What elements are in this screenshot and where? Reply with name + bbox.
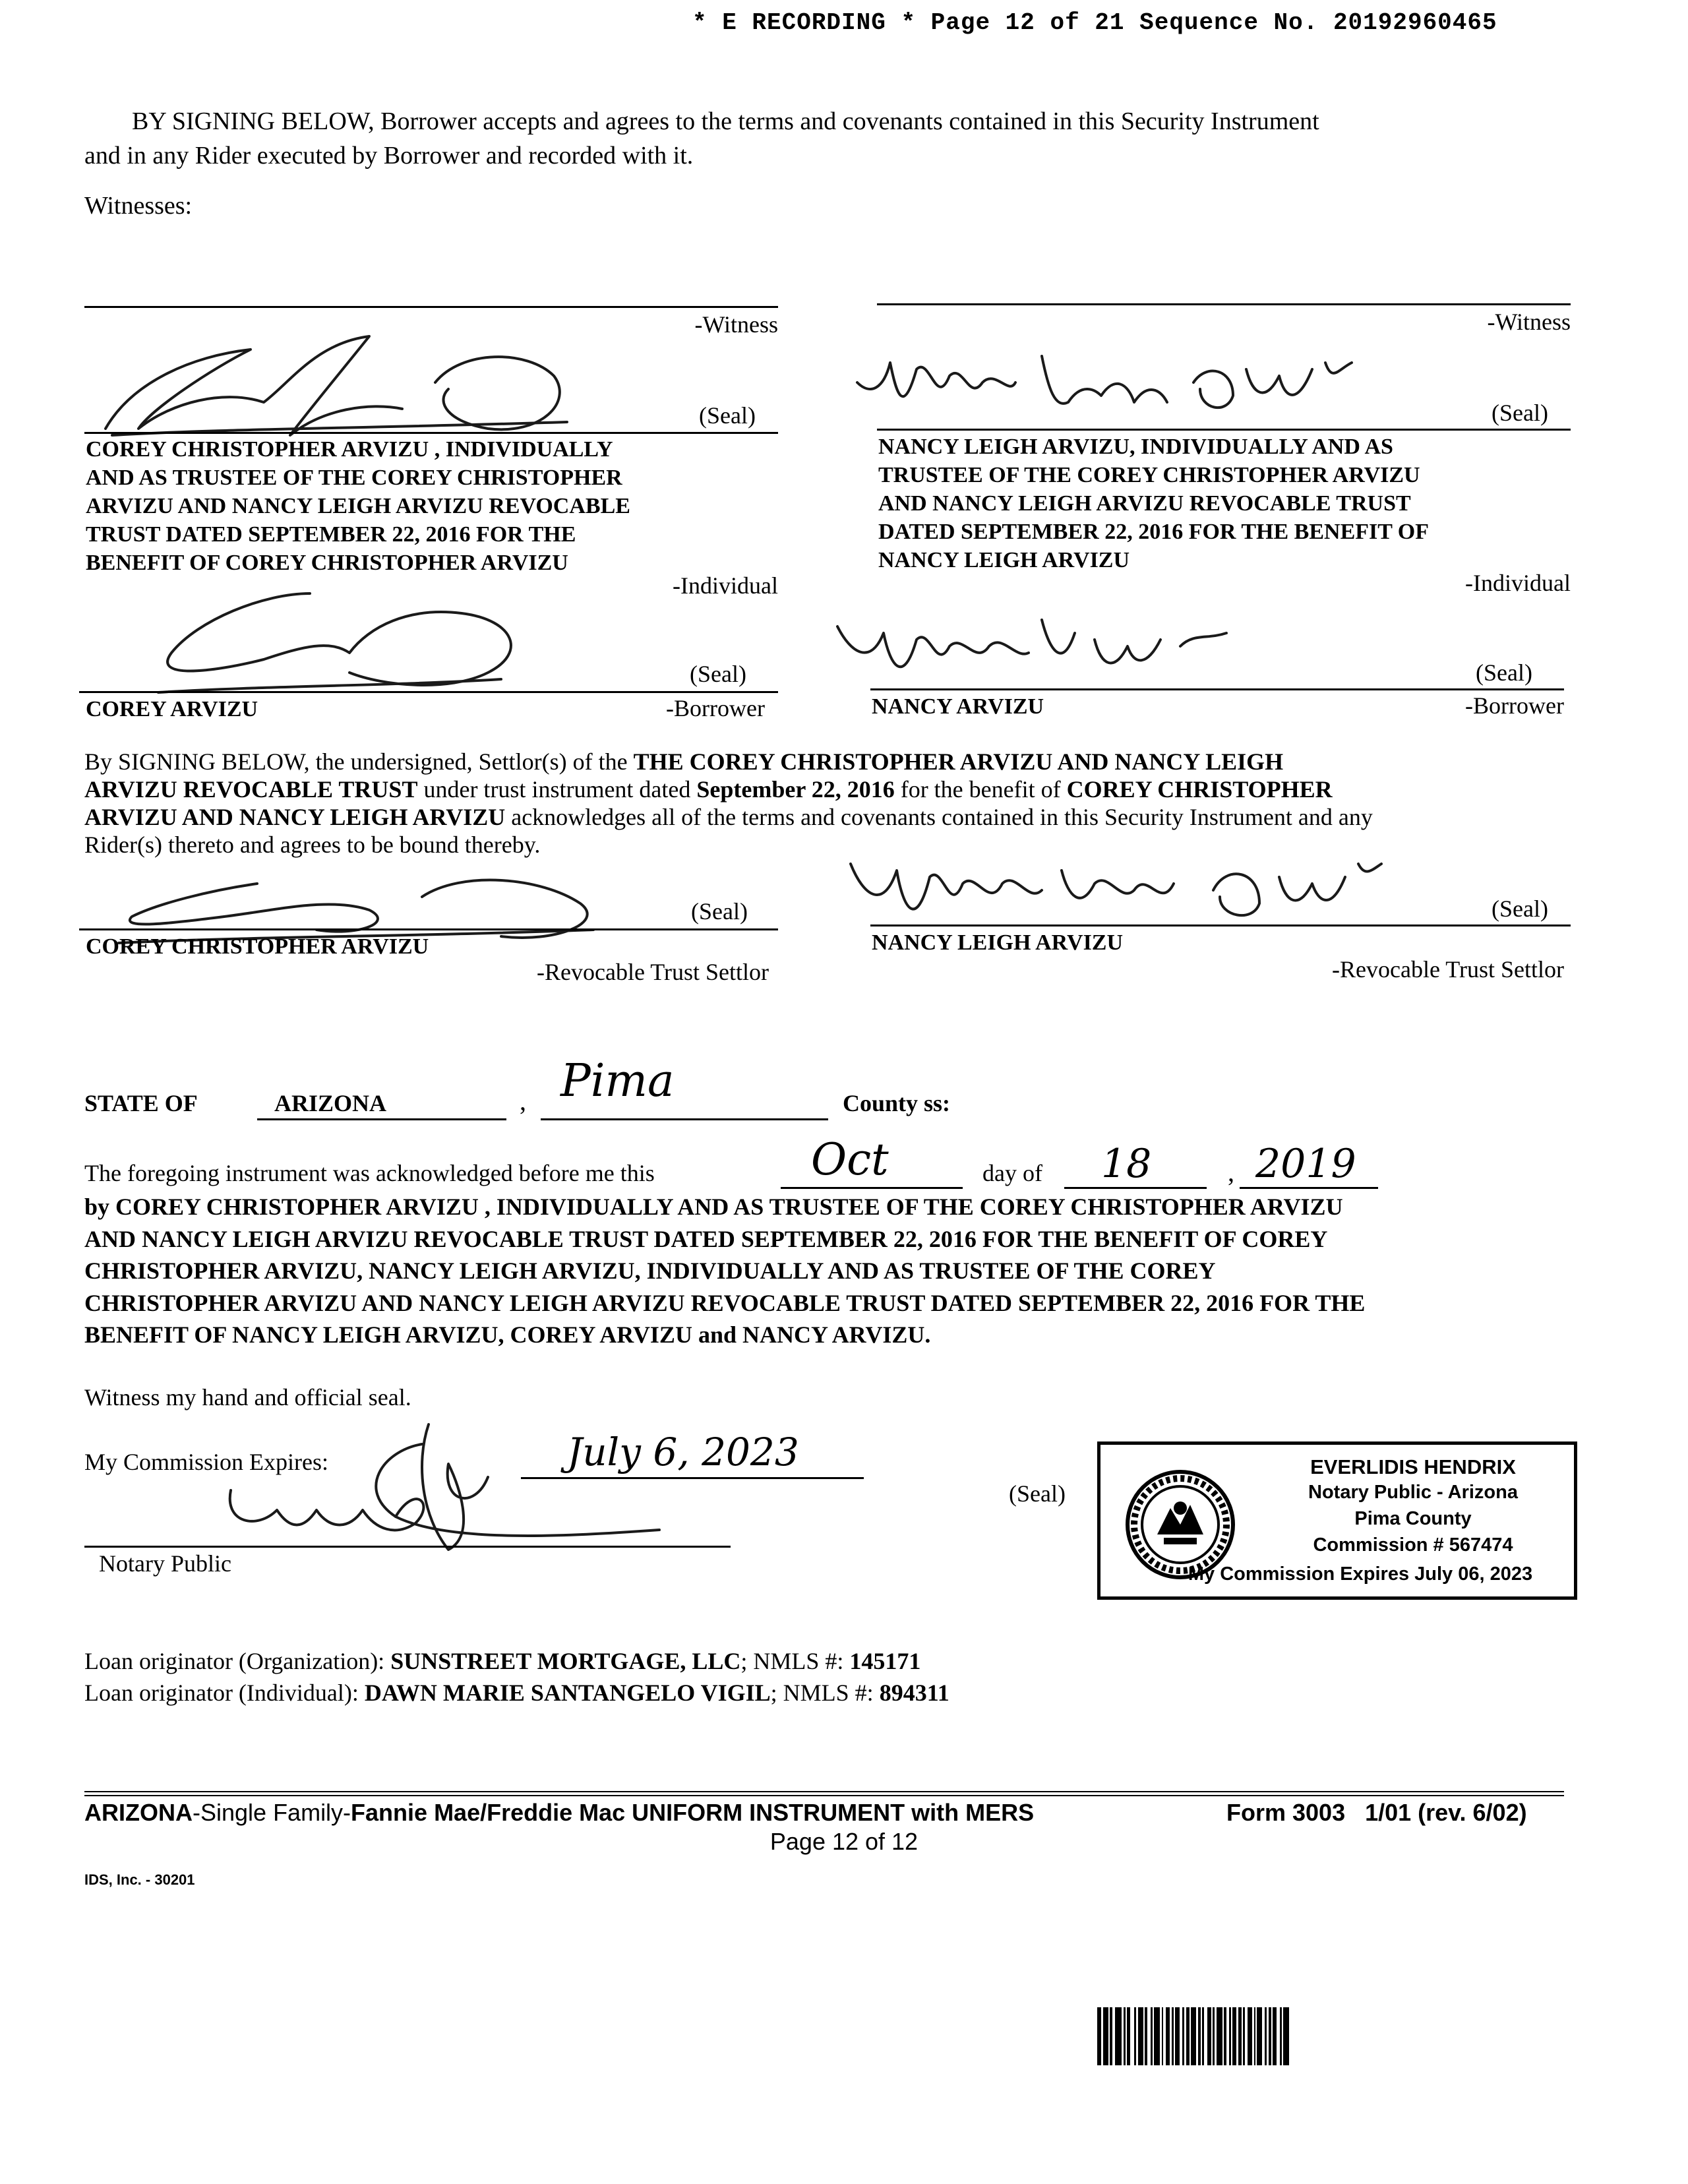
nancy-borrower-signature [831, 607, 1253, 692]
settlor-line [84, 803, 1601, 831]
footer-rule-top [84, 1791, 1564, 1792]
corey-trustee-name-block [86, 435, 785, 577]
stamp-name: EVERLIDIS HENDRIX [1310, 1455, 1516, 1478]
footer-form: Form 3003 1/01 (rev. 6/02) [1226, 1799, 1527, 1826]
nancy-trustee-name-line: NANCY LEIGH ARVIZU, INDIVIDUALLY AND AS [878, 435, 1393, 459]
acknowledged-by-block [84, 1191, 1614, 1351]
loan-org-line [84, 1647, 920, 1675]
nancy-settlor-sign-line [870, 925, 1571, 926]
county-line [541, 1118, 828, 1120]
document-barcode [1097, 2007, 1291, 2065]
footer-page: Page 12 of 12 [769, 1828, 919, 1855]
loan-org-nmls: 145171 [849, 1648, 921, 1674]
settlor-text-run: COREY CHRISTOPHER [1066, 776, 1333, 803]
settlor-text-run: By SIGNING BELOW, the undersigned, Settlor(s) of the [84, 748, 634, 775]
footer-ids: IDS, Inc. - 30201 [84, 1871, 195, 1888]
witness-label-right: -Witness [1487, 309, 1571, 335]
footer-instrument-name: Fannie Mae/Freddie Mac UNIFORM INSTRUMENT with MERS [351, 1799, 1035, 1826]
recording-header: * E RECORDING * Page 12 of 21 Sequence No. 20192960465 [692, 9, 1497, 36]
corey-trustee-name-line: AND AS TRUSTEE OF THE COREY CHRISTOPHER [86, 466, 622, 490]
settlor-text-run: ARVIZU REVOCABLE TRUST [84, 776, 418, 803]
loan-org-name: SUNSTREET MORTGAGE, LLC [390, 1648, 741, 1674]
corey-trustee-sign-line [84, 432, 778, 434]
settlor-text-run: September 22, 2016 [696, 776, 895, 803]
nancy-settlor-name: NANCY LEIGH ARVIZU [872, 930, 1124, 955]
corey-trustee-name-line: TRUST DATED SEPTEMBER 22, 2016 FOR THE [86, 522, 576, 547]
corey-trustee-role: -Individual [673, 572, 778, 599]
corey-settlor-name: COREY CHRISTOPHER ARVIZU [86, 934, 429, 959]
stamp-expires: My Commission Expires July 06, 2023 [1188, 1563, 1533, 1585]
nancy-trustee-name-line: AND NANCY LEIGH ARVIZU REVOCABLE TRUST [878, 491, 1411, 516]
settlor-text-run: ARVIZU AND NANCY LEIGH ARVIZU [84, 804, 506, 830]
loan-ind-nmls: 894311 [879, 1680, 950, 1706]
barcode-bar [1283, 2007, 1289, 2065]
intro-paragraph-line2: and in any Rider executed by Borrower and recorded with it. [84, 142, 694, 169]
nancy-settlor-seal: (Seal) [1492, 895, 1548, 922]
nancy-trustee-signature [851, 343, 1365, 429]
footer-rule-bottom [84, 1795, 1564, 1796]
nancy-trustee-name-block [878, 433, 1577, 574]
county-handwritten: Pima [560, 1055, 675, 1107]
barcode-bar [1257, 2007, 1262, 2065]
year-comma: , [1228, 1157, 1234, 1187]
notary-seal-label: (Seal) [1009, 1480, 1066, 1507]
year-handwritten: 2019 [1255, 1141, 1356, 1187]
state-value: ARIZONA [274, 1090, 387, 1116]
settlor-text-run: acknowledges all of the terms and covenants contained in this Security Instrument and any [505, 804, 1373, 830]
settlor-text-run: under trust instrument dated [417, 776, 697, 803]
barcode-bar [1103, 2007, 1108, 2065]
acknowledged-by-line: BENEFIT OF NANCY LEIGH ARVIZU, COREY ARVIZU and NANCY ARVIZU. [84, 1321, 931, 1348]
loan-ind-label: Loan originator (Individual): [84, 1680, 365, 1706]
nancy-borrower-sign-line [870, 688, 1564, 690]
witness-line-left [84, 306, 778, 308]
corey-settlor-sign-line [79, 928, 778, 930]
loan-org-label: Loan originator (Organization): [84, 1648, 391, 1674]
witness-label-left: -Witness [694, 311, 778, 338]
acknowledged-by-line: by COREY CHRISTOPHER ARVIZU , INDIVIDUALLY AND AS TRUSTEE OF THE COREY CHRISTOPHER ARVIZU [84, 1194, 1343, 1220]
footer-state: ARIZONA [84, 1799, 193, 1826]
stamp-title: Notary Public - Arizona [1308, 1482, 1518, 1503]
stamp-county: Pima County [1354, 1508, 1472, 1529]
stamp-commission: Commission # 567474 [1313, 1534, 1513, 1556]
barcode-bar [1138, 2007, 1143, 2065]
corey-borrower-role: -Borrower [666, 695, 765, 721]
nancy-trustee-name-line: NANCY LEIGH ARVIZU [878, 548, 1130, 572]
witness-line-right [877, 303, 1571, 305]
notary-sign-line [84, 1546, 731, 1548]
corey-borrower-name: COREY ARVIZU [86, 697, 258, 721]
year-line [1240, 1187, 1378, 1189]
notary-public-label: Notary Public [99, 1550, 231, 1577]
day-line [781, 1187, 963, 1189]
corey-settlor-role: -Revocable Trust Settlor [537, 959, 769, 985]
corey-settlor-seal: (Seal) [691, 898, 748, 925]
barcode-bar [1191, 2007, 1196, 2065]
settlor-text-run: for the benefit of [894, 776, 1067, 803]
loan-ind-name: DAWN MARIE SANTANGELO VIGIL [364, 1680, 771, 1706]
corey-trustee-name-line: BENEFIT OF COREY CHRISTOPHER ARVIZU [86, 551, 568, 575]
month-line [1064, 1187, 1207, 1189]
commission-handwritten: July 6, 2023 [567, 1430, 799, 1474]
settlor-paragraph [84, 748, 1601, 859]
nancy-trustee-name-line: TRUSTEE OF THE COREY CHRISTOPHER ARVIZU [878, 463, 1420, 487]
nancy-settlor-signature [844, 844, 1385, 936]
corey-borrower-sign-line [79, 691, 778, 693]
county-label: County ss: [843, 1090, 951, 1116]
notary-stamp [1097, 1441, 1577, 1600]
month-handwritten: 18 [1101, 1141, 1152, 1187]
witnesses-label: Witnesses: [84, 192, 193, 220]
barcode-bar [1289, 2007, 1291, 2065]
nancy-borrower-seal: (Seal) [1476, 659, 1532, 686]
state-comma: , [520, 1086, 526, 1116]
settlor-text-run: Rider(s) thereto and agrees to be bound thereby. [84, 832, 541, 858]
acknowledged-by-line: CHRISTOPHER ARVIZU, NANCY LEIGH ARVIZU, INDIVIDUALLY AND AS TRUSTEE OF THE COREY [84, 1258, 1216, 1284]
nancy-trustee-role: -Individual [1465, 570, 1571, 596]
nancy-borrower-role: -Borrower [1465, 692, 1564, 719]
state-label: STATE OF [84, 1090, 198, 1116]
nancy-trustee-name-line: DATED SEPTEMBER 22, 2016 FOR THE BENEFIT OF [878, 520, 1430, 544]
settlor-text-run: THE COREY CHRISTOPHER ARVIZU AND NANCY LEIGH [633, 748, 1284, 775]
nancy-trustee-sign-line [877, 429, 1571, 431]
day-of-label: day of [982, 1160, 1042, 1186]
loan-ind-nmls-label: ; NMLS #: [770, 1680, 880, 1706]
intro-paragraph-line1: BY SIGNING BELOW, Borrower accepts and agrees to the terms and covenants contained in this Security Instrument [132, 107, 1319, 135]
witness-hand-text: Witness my hand and official seal. [84, 1384, 411, 1410]
barcode-bar [1175, 2007, 1180, 2065]
corey-trustee-signature [92, 330, 620, 448]
settlor-line [84, 775, 1601, 803]
corey-borrower-signature [132, 580, 541, 699]
barcode-bar [1248, 2007, 1252, 2065]
acknowledged-by-line: AND NANCY LEIGH ARVIZU REVOCABLE TRUST DATED SEPTEMBER 22, 2016 FOR THE BENEFIT OF COREY [84, 1225, 1328, 1252]
corey-trustee-name-line: ARVIZU AND NANCY LEIGH ARVIZU REVOCABLE [86, 494, 630, 518]
loan-org-nmls-label: ; NMLS #: [740, 1648, 850, 1674]
day-handwritten: Oct [811, 1134, 889, 1185]
nancy-settlor-role: -Revocable Trust Settlor [1332, 956, 1564, 983]
settlor-line [84, 748, 1601, 775]
barcode-bar [1217, 2007, 1222, 2065]
footer-middle: -Single Family- [193, 1799, 351, 1826]
acknowledged-by-line: CHRISTOPHER ARVIZU AND NANCY LEIGH ARVIZU REVOCABLE TRUST DATED SEPTEMBER 22, 2016 FOR THE [84, 1289, 1366, 1316]
loan-ind-line [84, 1679, 950, 1707]
barcode-bar [1154, 2007, 1160, 2065]
state-line [257, 1118, 506, 1120]
corey-trustee-seal: (Seal) [699, 402, 756, 429]
nancy-trustee-seal: (Seal) [1492, 400, 1548, 426]
barcode-bar [1115, 2007, 1122, 2065]
commission-expires-label: My Commission Expires: [84, 1449, 329, 1475]
notary-signature [198, 1411, 738, 1563]
nancy-borrower-name: NANCY ARVIZU [872, 694, 1044, 719]
corey-borrower-seal: (Seal) [690, 661, 746, 687]
corey-trustee-name-line: COREY CHRISTOPHER ARVIZU , INDIVIDUALLY [86, 437, 613, 462]
footer-instrument [84, 1799, 1034, 1827]
foregoing-text: The foregoing instrument was acknowledged before me this [84, 1160, 655, 1186]
